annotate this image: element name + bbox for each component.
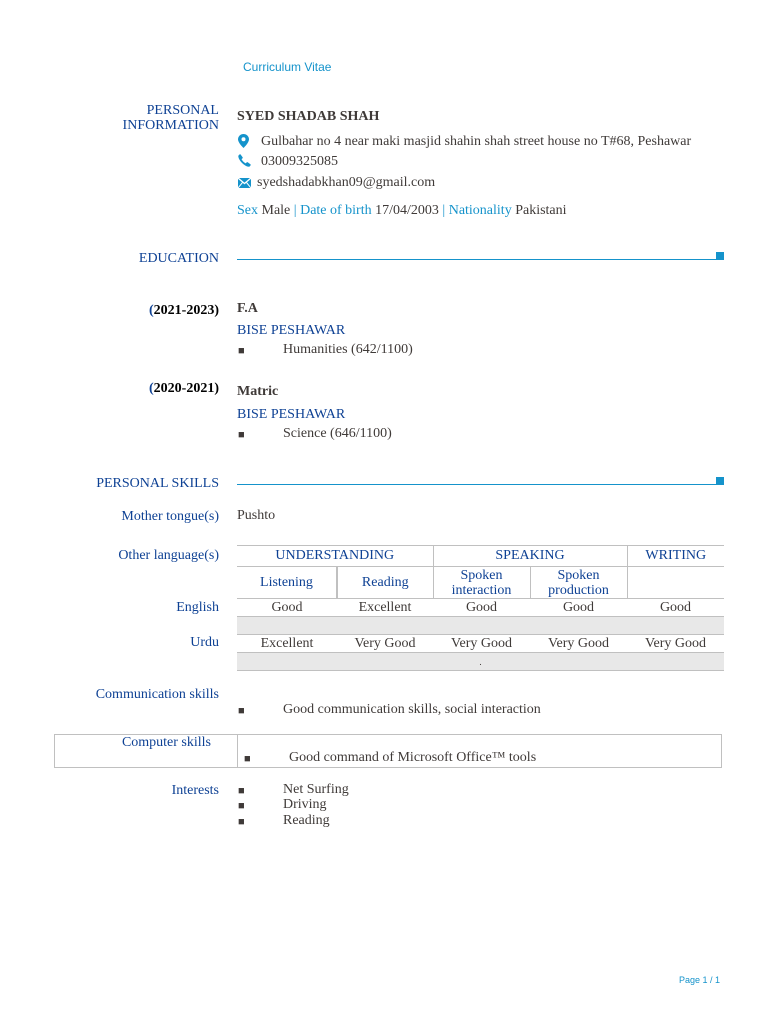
table-cell: Very Good — [450, 635, 513, 651]
applicant-name: SYED SHADAB SHAH — [237, 109, 380, 124]
address-text: Gulbahar no 4 near maki masjid shahin shah street house no T#68, Peshawar — [261, 134, 692, 149]
language-table-subheader-row — [237, 567, 724, 599]
personal-details-line: Sex Male | Date of birth 17/04/2003 | Nationality Pakistani — [237, 203, 567, 218]
square-bullet: ■ — [244, 753, 251, 765]
language-row-urdu — [237, 635, 724, 653]
table-cell: Very Good — [644, 635, 707, 651]
email-text[interactable]: syedshadabkhan09@gmail.com — [257, 175, 436, 190]
language-cert-row-english — [237, 617, 724, 635]
interest-item: Net Surfing — [283, 782, 349, 797]
skills-divider-marker — [716, 477, 724, 485]
education-section-label: EDUCATION — [138, 251, 219, 266]
writing-header: WRITING — [627, 546, 724, 567]
communication-skill-item: Good communication skills, social interaction — [283, 702, 541, 717]
table-cell: Very Good — [547, 635, 610, 651]
language-name-urdu: Urdu — [190, 635, 219, 650]
table-cell: Excellent — [260, 635, 314, 651]
map-pin-icon — [238, 134, 249, 148]
mother-tongue-label: Mother tongue(s) — [121, 509, 219, 524]
education-title: Matric — [237, 384, 279, 399]
square-bullet: ■ — [238, 785, 245, 797]
table-cell: Excellent — [358, 599, 412, 615]
interests-label: Interests — [171, 783, 219, 798]
envelope-icon — [238, 178, 251, 188]
language-name-english: English — [176, 600, 219, 615]
understanding-header: UNDERSTANDING — [237, 546, 433, 567]
square-bullet: ■ — [238, 429, 245, 441]
listening-subheader: Listening — [237, 567, 337, 599]
writing-subheader-empty — [627, 567, 724, 599]
square-bullet: ■ — [238, 705, 245, 717]
personal-info-label: PERSONAL INFORMATION — [122, 103, 219, 133]
table-cell: Good — [271, 599, 303, 615]
personal-skills-section-label: PERSONAL SKILLS — [96, 476, 219, 491]
square-bullet: ■ — [238, 816, 245, 828]
table-cell: Very Good — [354, 635, 416, 651]
other-languages-label: Other language(s) — [118, 548, 219, 563]
mother-tongue-value: Pushto — [237, 508, 276, 523]
square-bullet: ■ — [238, 345, 245, 357]
education-detail: Science (646/1100) — [283, 426, 392, 441]
education-divider-marker — [716, 252, 724, 260]
education-title: F.A — [237, 301, 258, 316]
education-dates: (2020-2021) — [149, 381, 219, 396]
communication-skills-label: Communication skills — [95, 687, 219, 702]
education-board: BISE PESHAWAR — [237, 407, 346, 422]
computer-skill-item: Good command of Microsoft Office™ tools — [289, 750, 537, 765]
education-dates: (2021-2023) — [149, 303, 219, 318]
language-row-english — [237, 599, 724, 617]
education-board: BISE PESHAWAR — [237, 323, 346, 338]
education-divider — [237, 259, 717, 260]
square-bullet: ■ — [238, 800, 245, 812]
reading-subheader: Reading — [337, 567, 433, 599]
spoken-interaction-subheader: Spoken interaction — [433, 567, 530, 599]
spoken-production-subheader: Spoken production — [530, 567, 627, 599]
language-skills-table — [237, 545, 724, 671]
table-cell: Good — [465, 599, 498, 615]
speaking-header: SPEAKING — [433, 546, 627, 567]
phone-icon — [238, 154, 251, 167]
phone-text: 03009325085 — [261, 154, 338, 169]
interest-item: Driving — [283, 797, 327, 812]
computer-skills-label: Computer skills — [121, 735, 211, 750]
table-cell: Good — [659, 599, 692, 615]
computer-skills-divider — [237, 735, 238, 767]
table-cell: Good — [562, 599, 595, 615]
document-title: Curriculum Vitae — [243, 60, 332, 74]
education-detail: Humanities (642/1100) — [283, 342, 413, 357]
language-cert-row-urdu: . — [237, 653, 724, 671]
language-table-header-row — [237, 546, 724, 567]
interest-item: Reading — [283, 813, 330, 828]
page-number: Page 1 / 1 — [679, 975, 721, 985]
skills-divider — [237, 484, 717, 485]
